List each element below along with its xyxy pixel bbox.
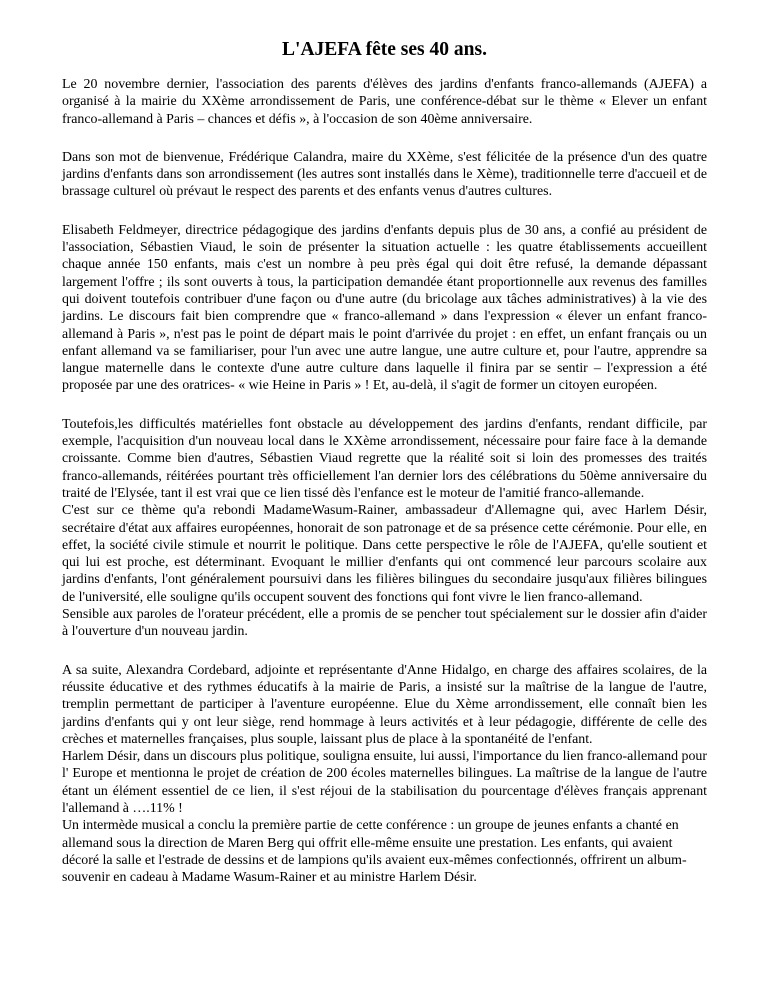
paragraph-desir: Harlem Désir, dans un discours plus politique, souligna ensuite, lui aussi, l'importance du lien franco-allemand pour l' Europe et mentionna le projet de création de 200 écoles maternelles bilingues. La maîtrise de la langue de l'autre étant un élément essentiel de ce lien, il s'est réjoui de la stabilisation du pourcentage d'élèves français apprenant l'allemand à ….11% !: [62, 749, 707, 816]
paragraph-feldmeyer: Elisabeth Feldmeyer, directrice pédagogique des jardins d'enfants depuis plus de 30 ans, a confié au président de l'association, Sébastien Viaud, le soin de présenter la situation actuelle : les quatre établissements accueillent chaque année 150 enfants, mais c'est un nombre à peu près égal qui doit être refusé, la demande dépassant largement l'offre ; ils sont ouverts à tous, la participation demandée étant proportionnelle aux revenus des familles qui doivent toutefois contribuer d'une façon ou d'une autre (du bricolage aux tâches administratives) à la vie des jardins. Le discours fait bien comprendre que « franco-allemand » dans l'expression « élever un enfant franco-allemand à Paris », n'est pas le point de départ mais le point d'arrivée du projet : en effet, un enfant français ou un enfant allemand va se familiariser, pour l'un avec une autre langue, une autre culture et, pour l'autre, apprendre sa langue maternelle dans le contexte d'une autre culture dans laquelle il finira par se sentir – l'expression a été proposée par une des oratrices- « wie Heine in Paris » ! Et, au-delà, il s'agit de former un citoyen européen.: [62, 222, 707, 394]
paragraph-ambassador: C'est sur ce thème qu'a rebondi MadameWasum-Rainer, ambassadeur d'Allemagne qui, avec Harlem Désir, secrétaire d'état aux affaires européennes, honorait de son patronage et de sa présence cette cérémonie. Pour elle, en effet, la société civile stimule et nourrit le politique. Dans cette perspective le rôle de l'AJEFA, qu'elle soutient et qui lui est proche, est déterminant. Evoquant le millier d'enfants qui ont commencé leur parcours scolaire aux jardins d'enfants, l'ont généralement poursuivi dans les filières bilingues du secondaire jusqu'aux filières bilingues de l'université, elle souligne qu'ils occupent souvent des fonctions qui font vivre le lien franco-allemand.: [62, 503, 707, 605]
paragraph-difficulties: Toutefois,les difficultés matérielles font obstacle au développement des jardins d'enfants, rendant difficile, par exemple, l'acquisition d'un nouveau local dans le XXème arrondissement, nécessaire pour faire face à la demande croissante. Comme bien d'autres, Sébastien Viaud regrette que la réalité soit si loin des promesses des traités franco-allemands, réitérées pourtant très officiellement l'an dernier lors des célébrations du 50ème anniversaire du traité de l'Elysée, tant il est vrai que ce lien tissé dès l'enfance est le moteur de l'amitié franco-allemande.: [62, 416, 707, 501]
page-title: L'AJEFA fête ses 40 ans.: [282, 39, 487, 60]
paragraph-cordebard: A sa suite, Alexandra Cordebard, adjointe et représentante d'Anne Hidalgo, en charge des affaires scolaires, de la réussite éducative et des rythmes éducatifs à la mairie de Paris, a insisté sur la maîtrise de la langue de l'autre, tremplin permettant de participer à l'aventure européenne. Elue du Xème arrondissement, elle connaît bien les jardins d'enfants qui y ont leur siège, rend hommage à leurs activités et à leur pédagogie, différente de celle des crèches et maternelles françaises, plus souple, laissant plus de place à la spontanéité de l'enfant.: [62, 662, 707, 747]
document-page: [62, 38, 707, 886]
paragraph-welcome: Dans son mot de bienvenue, Frédérique Calandra, maire du XXème, s'est félicitée de la présence d'un des quatre jardins d'enfants dans son arrondissement (les autres sont installés dans le Xème), traditionnelle terre d'accueil et de brassage culturel où prévaut le respect des parents et des enfants venus d'autres cultures.: [62, 149, 707, 200]
paragraph-promise: Sensible aux paroles de l'orateur précédent, elle a promis de se pencher tout spécialement sur le dossier afin d'aider à l'ouverture d'un nouveau jardin.: [62, 607, 707, 640]
paragraph-intro: Le 20 novembre dernier, l'association des parents d'élèves des jardins d'enfants franco-allemands (AJEFA) a organisé à la mairie du XXème arrondissement de Paris, une conférence-débat sur le thème « Elever un enfant franco-allemand à Paris – chances et défis », à l'occasion de son 40ème anniversaire.: [62, 77, 707, 127]
paragraph-music: Un intermède musical a conclu la première partie de cette conférence : un groupe de jeunes enfants a chanté en allemand sous la direction de Maren Berg qui offrit elle-même ensuite une prestation. Les enfants, qui avaient décoré la salle et l'estrade de dessins et de lampions qu'ils avaient eux-mêmes confectionnés, offrirent un album- souvenir en cadeau à Madame Wasum-Rainer et au ministre Harlem Désir.: [62, 818, 687, 886]
